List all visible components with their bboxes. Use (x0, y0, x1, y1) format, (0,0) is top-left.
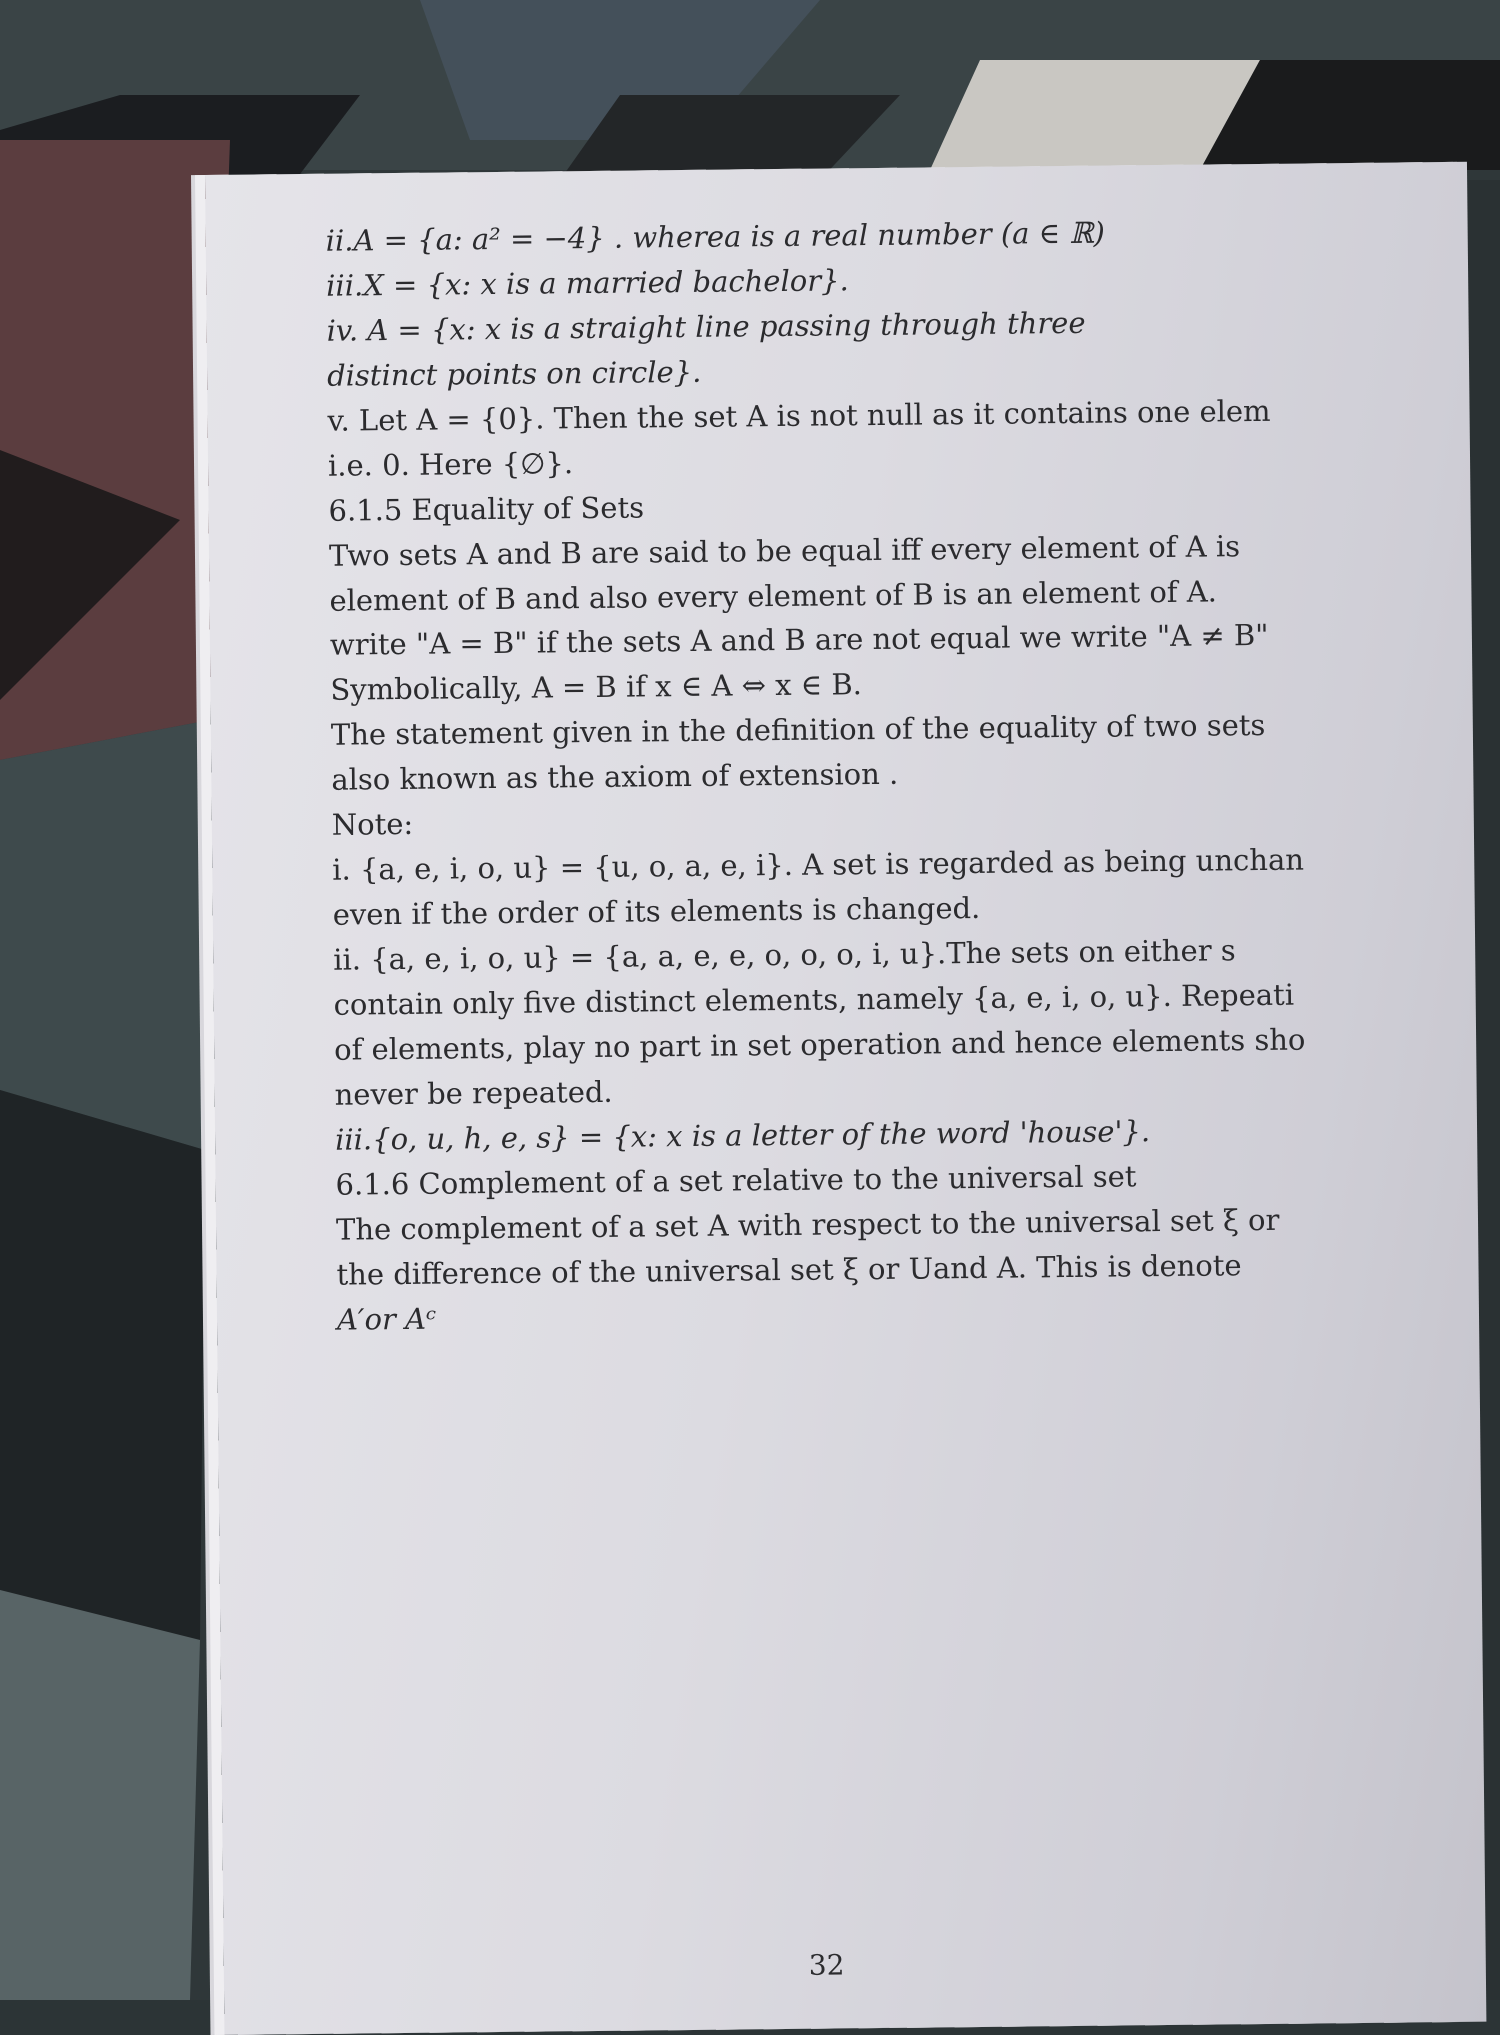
equality-line-3: write "A = B" if the sets A and B are not equal we write "A ≠ B" (329, 618, 1269, 663)
page-number: 32 (808, 1948, 845, 1982)
section-heading-complement: 6.1.6 Complement of a set relative to the universal set (335, 1158, 1137, 1202)
note-i-line-2: even if the order of its elements is changed. (332, 890, 981, 932)
complement-line-2: the difference of the universal set ξ or Uand A. This is denote (336, 1247, 1242, 1292)
example-iii: iii.X = {x: x is a married bachelor}. (325, 263, 849, 303)
note-ii-line-2: contain only five distinct elements, namely {a, e, i, o, u}. Repeati (333, 977, 1295, 1022)
example-v-continued: i.e. 0. Here {∅}. (327, 445, 574, 483)
note-i-line-1: i. {a, e, i, o, u} = {u, o, a, e, i}. A set is regarded as being unchan (332, 842, 1305, 887)
example-ii: ii.A = {a: a² = −4} . wherea is a real number (a ∈ ℝ) (325, 215, 1105, 258)
example-iv: iv. A = {x: x is a straight line passing through three (326, 305, 1086, 348)
example-v: v. Let A = {0}. Then the set A is not null as it contains one elem (327, 393, 1271, 438)
note-label: Note: (331, 807, 414, 842)
symbolic-definition: Symbolically, A = B if x ∈ A ⇔ x ∈ B. (330, 667, 863, 708)
equality-line-2: element of B and also every element of B is an element of A. (329, 573, 1218, 618)
note-ii-line-1: ii. {a, e, i, o, u} = {a, a, e, e, o, o, o, i, u}.The sets on either s (333, 933, 1236, 977)
page-content (325, 207, 1457, 1342)
section-heading-equality: 6.1.5 Equality of Sets (328, 490, 645, 528)
note-iii: iii.{o, u, h, e, s} = {x: x is a letter of the word 'house'}. (334, 1113, 1151, 1157)
note-ii-line-4: never be repeated. (334, 1074, 613, 1112)
equality-line-1: Two sets A and B are said to be equal iff every element of A is (328, 528, 1241, 573)
example-iv-continued: distinct points on circle}. (326, 354, 702, 393)
axiom-line-2: also known as the axiom of extension . (331, 757, 899, 797)
complement-line-1: The complement of a set A with respect to the universal set ξ or (335, 1202, 1280, 1247)
note-ii-line-3: of elements, play no part in set operation and hence elements sho (333, 1022, 1306, 1067)
complement-line-3: A′or Aᶜ (336, 1301, 437, 1337)
book-page (205, 162, 1486, 2035)
axiom-line-1: The statement given in the definition of the equality of two sets (330, 708, 1266, 753)
